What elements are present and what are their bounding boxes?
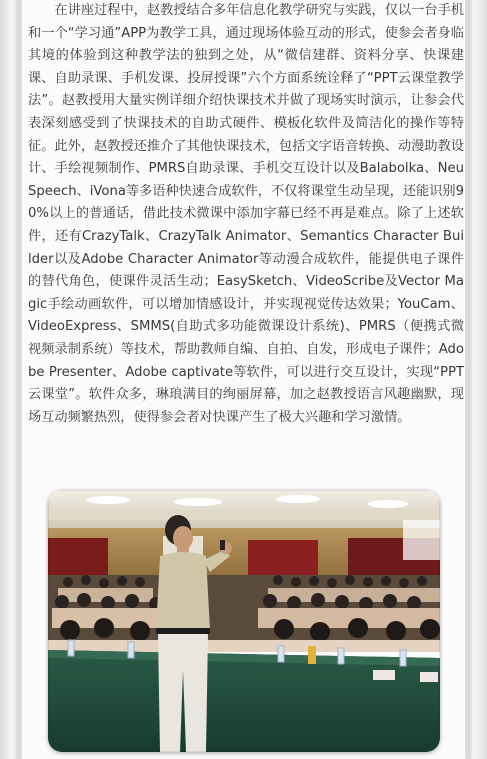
lecture-photo-illustration (48, 490, 440, 752)
lecture-hall-photo (48, 490, 440, 752)
article-paragraph: 在讲座过程中，赵教授结合多年信息化教学研究与实践，仅以一台手机和一个“学习通”APP为教学工具，通过现场体验互动的形式，使参会者身临其境的体验到这种教学法的独到之处，从“微信建群、资料分享、快课建课、自助录课、手机发课、投屏授课”六个方面系统诠释了“PPT云课堂教学法”。赵教授用大量实例详细介绍快课技术并做了现场实时演示，让参会代表深刻感受到了快课技术的自助式硬件、模板化软件及简洁化的操作等特征。此外，赵教授还推介了其他快课技术，包括文字语音转换、动漫助教设计、手绘视频制作、PMRS自助录课、手机交互设计以及Balabolka、NeuSpeech、iVona等多语种快速合成软件，不仅将课堂生动呈现，还能识别90%以上的普通话，借此技术微课中添加字幕已经不再是难点。除了上述软件，还有CrazyTalk、CrazyTalk Animator、Semantics Character Builder以及Adobe Character Animator等动漫合成软件，能提供电子课件的替代角色，使课件灵活生动；EasySketch、VideoScribe及Vector Magic手绘动画软件，可以增加情感设计，并实现视觉传达效果；YouCam、VideoExpress、SMMS(自助式多功能微课设计系统)、PMRS（便携式微视频录制系统）等技术，帮助教师自编、自拍、自发，形成电子课件；Adobe Presenter、Adobe captivate等软件，可以进行交互设计，实现“PPT云课堂”。软件众多，琳琅满目的绚丽屏幕，加之赵教授语言风趣幽默，现场互动频繁热烈，使得参会者对快课产生了极大兴趣和学习激情。 (28, 3, 465, 425)
